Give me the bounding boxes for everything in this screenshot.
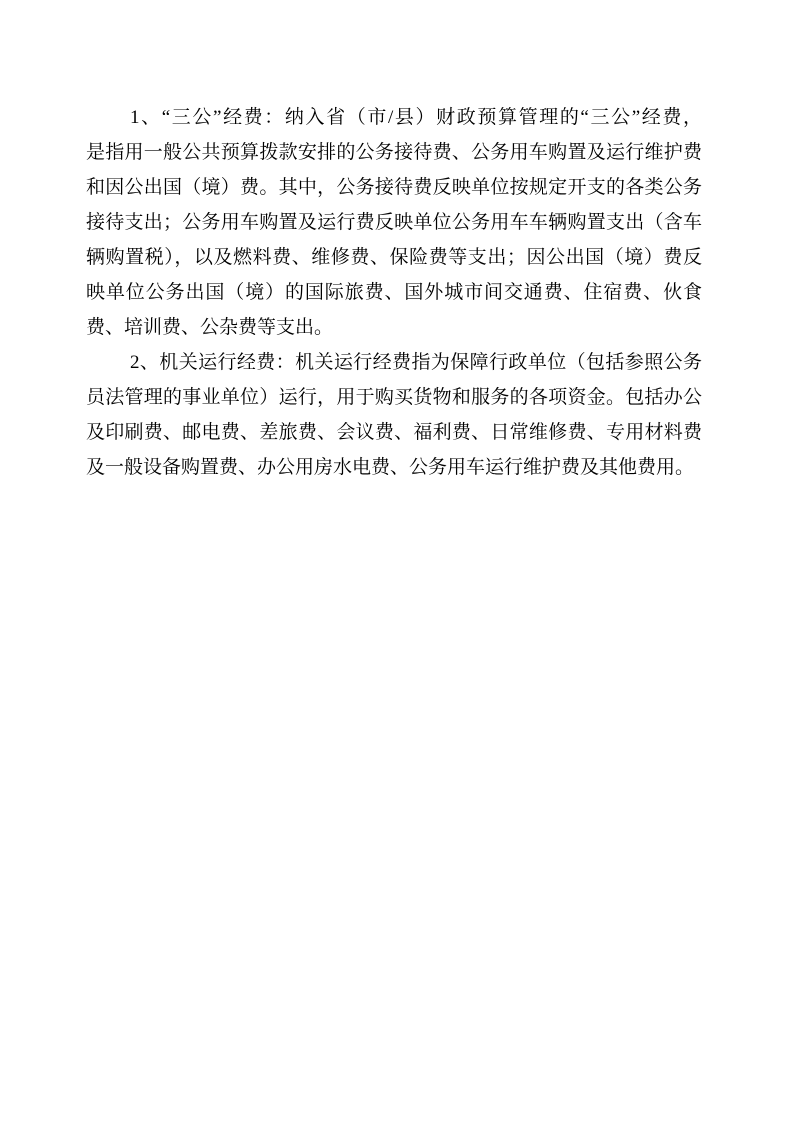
paragraph-agency-operating-funds <box>86 345 702 485</box>
text-line: 及印刷费、邮电费、差旅费、会议费、福利费、日常维修费、专用材料费 <box>86 422 702 443</box>
text-line: 2、机关运行经费：机关运行经费指为保障行政单位（包括参照公务 <box>130 352 702 373</box>
paragraph-san-gong-funds <box>86 100 702 345</box>
text-line: 接待支出；公务用车购置及运行费反映单位公务用车车辆购置支出（含车 <box>86 212 702 233</box>
text-line: 员法管理的事业单位）运行，用于购买货物和服务的各项资金。包括办公 <box>86 387 702 408</box>
text-line: 费、培训费、公杂费等支出。 <box>86 317 334 338</box>
text-line: 映单位公务出国（境）的国际旅费、国外城市间交通费、住宿费、伙食 <box>86 282 702 303</box>
text-line: 及一般设备购置费、办公用房水电费、公务用车运行维护费及其他费用。 <box>86 457 695 478</box>
document-body <box>86 100 702 485</box>
text-line: 1、“三公”经费：纳入省（市/县）财政预算管理的“三公”经费， <box>130 107 702 128</box>
text-line: 是指用一般公共预算拨款安排的公务接待费、公务用车购置及运行维护费 <box>86 142 702 163</box>
text-line: 和因公出国（境）费。其中，公务接待费反映单位按规定开支的各类公务 <box>86 177 702 198</box>
text-line: 辆购置税），以及燃料费、维修费、保险费等支出；因公出国（境）费反 <box>86 247 702 268</box>
